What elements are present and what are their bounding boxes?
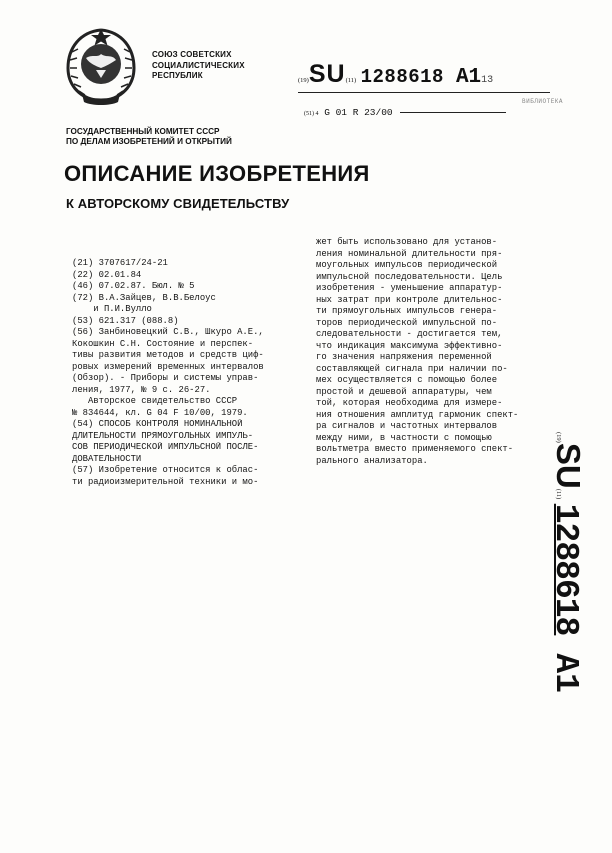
text-line: и П.И.Вулло	[72, 304, 152, 314]
text-line: (54) СПОСОБ КОНТРОЛЯ НОМИНАЛЬНОЙ	[72, 419, 243, 429]
text-line: составляющей сигнала при наличии по-	[316, 363, 508, 374]
text-line: ных затрат при контроле длительнос-	[316, 294, 503, 305]
text-line: (Обзор). - Приборы и системы управ-	[72, 373, 259, 383]
inid-code-51: (51) 4	[304, 111, 319, 117]
text-line: № 834644, кл. G 04 F 10/00, 1979.	[72, 407, 248, 418]
committee-line-2: ПО ДЕЛАМ ИЗОБРЕТЕНИЙ И ОТКРЫТИЙ	[66, 137, 232, 146]
text-line: тивы развития методов и средств циф-	[72, 350, 264, 360]
text-line: ления, 1977, № 9 с. 26-27.	[72, 384, 211, 395]
text-line: моугольных импульсов периодической	[316, 260, 498, 270]
ipc-classification	[304, 107, 506, 118]
text-line: (46) 07.02.87. Бюл. № 5	[72, 281, 195, 291]
text-line: (53) 621.317 (088.8)	[72, 315, 179, 326]
text-line: ти прямоугольных импульсов генера-	[316, 306, 498, 316]
text-line: ДОВАТЕЛЬНОСТИ	[72, 453, 142, 464]
ipc-code: G 01 R 23/00	[324, 107, 393, 118]
country-line-1: СОЮЗ СОВЕТСКИХ	[152, 50, 232, 59]
text-line: рального анализатора.	[316, 455, 428, 466]
side-document-number	[539, 432, 587, 694]
side-inid-code-11: (11)	[555, 488, 562, 500]
text-line: Авторское свидетельство СССР	[72, 396, 238, 406]
country-line-2: СОЦИАЛИСТИЧЕСКИХ	[152, 60, 245, 70]
country-name	[152, 50, 245, 82]
text-line: го значения напряжения переменной	[316, 352, 492, 362]
country-line-3: РЕСПУБЛИК	[152, 71, 203, 80]
text-line: ра сигналов и частотных интервалов	[316, 421, 498, 431]
text-line: ти радиоизмерительной техники и мо-	[72, 476, 259, 487]
text-line: ления номинальной длительности пря-	[316, 248, 503, 259]
text-line: следовательности - достигается тем,	[316, 329, 503, 339]
text-line: ния отношения амплитуд гармоник спект-	[316, 409, 519, 420]
text-line: простой и дешевой аппаратуры, чем	[316, 386, 492, 397]
side-patent-number: 1288618	[547, 503, 584, 636]
text-line: СОВ ПЕРИОДИЧЕСКОЙ ИМПУЛЬСНОЙ ПОСЛЕ-	[72, 442, 259, 452]
side-kind-code: A1	[547, 653, 584, 693]
text-line: что индикация максимума эффективно-	[316, 340, 503, 351]
text-line: (21) 3707617/24-21	[72, 258, 168, 268]
kind-code: A1	[455, 66, 482, 89]
text-line: Кокошкин С.Н. Состояние и перспек-	[72, 338, 254, 349]
abstract-column	[316, 237, 548, 467]
side-inid-code-19: (19)	[555, 432, 562, 443]
text-line: ровых измерений временных интервалов	[72, 361, 264, 372]
bibliographic-column	[72, 258, 296, 488]
text-line: торов периодической импульсной по-	[316, 317, 498, 328]
ipc-rule	[400, 112, 506, 113]
text-line: мех осуществляется с помощью более	[316, 375, 498, 385]
library-stamp: ВИБЛИОТЕКА	[522, 98, 564, 105]
text-line: жет быть использовано для установ-	[316, 237, 498, 247]
document-subtitle: К АВТОРСКОМУ СВИДЕТЕЛЬСТВУ	[66, 196, 290, 211]
text-line: изобретения - уменьшение аппаратур-	[316, 283, 503, 293]
text-line: импульсной последовательности. Цель	[316, 271, 503, 282]
inid-code-19: (19)	[298, 77, 309, 84]
text-line: между ними, в частности с помощью	[316, 432, 492, 443]
inid-code-11: (11)	[345, 77, 357, 84]
document-title: ОПИСАНИЕ ИЗОБРЕТЕНИЯ	[64, 161, 370, 186]
country-code: SU	[308, 60, 346, 88]
text-line: той, которая необходима для измере-	[316, 398, 503, 408]
patent-number: 1288618	[360, 66, 444, 88]
text-line: (72) В.А.Зайцев, В.В.Белоус	[72, 292, 216, 303]
side-country-code: SU	[550, 442, 587, 489]
document-number	[298, 60, 493, 89]
text-line: вольтметра вместо применяемого спект-	[316, 444, 514, 454]
number-underline	[298, 92, 550, 93]
text-line: ДЛИТЕЛЬНОСТИ ПРЯМОУГОЛЬНЫХ ИМПУЛЬ-	[72, 430, 254, 441]
text-line: (56) Занбиновецкий С.В., Шкуро А.Е.,	[72, 327, 264, 337]
text-line: (22) 02.01.84	[72, 269, 142, 280]
committee-name	[66, 127, 232, 147]
corner-mark: 13	[481, 75, 494, 86]
committee-line-1: ГОСУДАРСТВЕННЫЙ КОМИТЕТ СССР	[66, 127, 220, 136]
state-emblem-icon	[60, 24, 142, 106]
text-line: (57) Изобретение относится к облас-	[72, 465, 259, 475]
